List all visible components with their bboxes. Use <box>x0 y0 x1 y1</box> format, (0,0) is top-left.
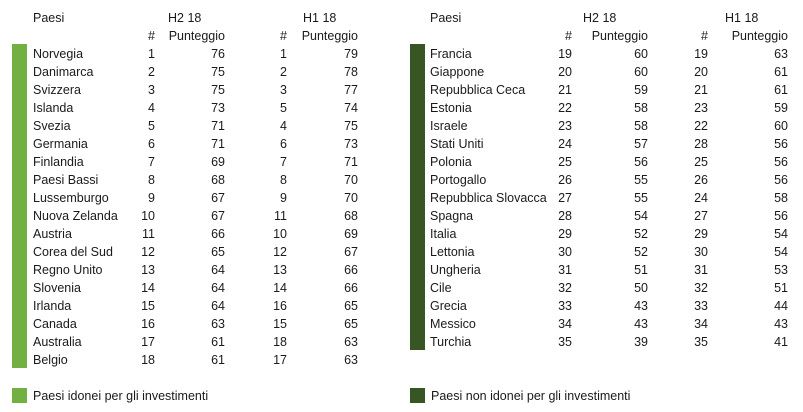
country-cell: Spagna <box>430 209 474 223</box>
h2-rank-cell: 9 <box>148 191 155 205</box>
h1-rank-cell: 14 <box>273 281 287 295</box>
h1-rank-cell: 29 <box>694 227 708 241</box>
table-row <box>0 135 400 153</box>
h2-rank-cell: 32 <box>558 281 572 295</box>
h1-score-cell: 75 <box>344 119 358 133</box>
country-cell: Estonia <box>430 101 472 115</box>
table-row <box>0 225 400 243</box>
h2-score-cell: 75 <box>211 65 225 79</box>
h2-rank-cell: 4 <box>148 101 155 115</box>
table-row <box>400 315 803 333</box>
table-row <box>0 171 400 189</box>
country-cell: Lussemburgo <box>33 191 109 205</box>
h2-score-cell: 61 <box>211 353 225 367</box>
table-row <box>400 207 803 225</box>
table-row <box>0 117 400 135</box>
h1-rank-cell: 18 <box>273 335 287 349</box>
country-cell: Ungheria <box>430 263 481 277</box>
h1-rank-cell: 13 <box>273 263 287 277</box>
h1-score-cell: 66 <box>344 281 358 295</box>
h1-score-cell: 79 <box>344 47 358 61</box>
country-cell: Israele <box>430 119 468 133</box>
h2-rank-cell: 31 <box>558 263 572 277</box>
h2-score-cell: 68 <box>211 173 225 187</box>
table-row <box>0 189 400 207</box>
h2-score-cell: 67 <box>211 191 225 205</box>
h2-rank-cell: 34 <box>558 317 572 331</box>
h2-rank-cell: 35 <box>558 335 572 349</box>
h2-score-cell: 52 <box>634 245 648 259</box>
table-row <box>400 225 803 243</box>
h1-score-cell: 63 <box>774 47 788 61</box>
country-cell: Belgio <box>33 353 68 367</box>
h1-rank-cell: 9 <box>280 191 287 205</box>
table-row <box>0 99 400 117</box>
h1-rank-cell: 10 <box>273 227 287 241</box>
h2-rank-cell: 2 <box>148 65 155 79</box>
h1-rank-cell: 7 <box>280 155 287 169</box>
h1-rank-cell: 21 <box>694 83 708 97</box>
h2-score-cell: 67 <box>211 209 225 223</box>
h2-score-cell: 71 <box>211 119 225 133</box>
table-row <box>400 117 803 135</box>
table-row <box>400 297 803 315</box>
h1-score-cell: 56 <box>774 209 788 223</box>
country-cell: Slovenia <box>33 281 81 295</box>
h1-score-cell: 66 <box>344 263 358 277</box>
country-cell: Corea del Sud <box>33 245 113 259</box>
country-cell: Svizzera <box>33 83 81 97</box>
h2-rank-cell: 3 <box>148 83 155 97</box>
country-cell: Irlanda <box>33 299 72 313</box>
table-row <box>400 333 803 351</box>
h1-score-cell: 56 <box>774 137 788 151</box>
table-row <box>0 333 400 351</box>
country-cell: Islanda <box>33 101 74 115</box>
left-h2-score-header: Punteggio <box>168 29 225 43</box>
h2-rank-cell: 1 <box>148 47 155 61</box>
h1-rank-cell: 27 <box>694 209 708 223</box>
h1-rank-cell: 26 <box>694 173 708 187</box>
h2-score-cell: 39 <box>634 335 648 349</box>
h1-score-cell: 78 <box>344 65 358 79</box>
h1-rank-cell: 4 <box>280 119 287 133</box>
h1-score-cell: 54 <box>774 245 788 259</box>
right-h1-score-header: Punteggio <box>731 29 788 43</box>
right-h2-header: H2 18 <box>583 11 617 25</box>
h1-score-cell: 53 <box>774 263 788 277</box>
table-row <box>400 81 803 99</box>
country-cell: Austria <box>33 227 72 241</box>
h2-rank-cell: 12 <box>141 245 155 259</box>
h1-rank-cell: 17 <box>273 353 287 367</box>
table-row <box>400 243 803 261</box>
h2-score-cell: 76 <box>211 47 225 61</box>
eligible-countries-table <box>0 45 400 369</box>
h2-score-cell: 73 <box>211 101 225 115</box>
country-cell: Finlandia <box>33 155 84 169</box>
h1-rank-cell: 16 <box>273 299 287 313</box>
h2-score-cell: 63 <box>211 317 225 331</box>
h2-score-cell: 61 <box>211 335 225 349</box>
h2-rank-cell: 33 <box>558 299 572 313</box>
country-cell: Stati Uniti <box>430 137 484 151</box>
h2-score-cell: 58 <box>634 119 648 133</box>
h1-rank-cell: 1 <box>280 47 287 61</box>
h2-rank-cell: 11 <box>142 227 155 241</box>
table-row <box>0 279 400 297</box>
table-row <box>400 153 803 171</box>
not-eligible-legend-swatch <box>410 388 425 403</box>
country-cell: Turchia <box>430 335 472 349</box>
h2-rank-cell: 13 <box>141 263 155 277</box>
h2-rank-cell: 22 <box>558 101 572 115</box>
country-cell: Cile <box>430 281 452 295</box>
not-eligible-countries-table <box>400 45 803 351</box>
h1-score-cell: 61 <box>774 65 788 79</box>
h1-rank-cell: 12 <box>273 245 287 259</box>
h2-score-cell: 54 <box>634 209 648 223</box>
h1-score-cell: 70 <box>344 173 358 187</box>
h1-score-cell: 74 <box>344 101 358 115</box>
h2-rank-cell: 6 <box>148 137 155 151</box>
country-cell: Portogallo <box>430 173 487 187</box>
h2-rank-cell: 16 <box>141 317 155 331</box>
h2-score-cell: 60 <box>634 47 648 61</box>
h1-score-cell: 71 <box>344 155 358 169</box>
h1-rank-cell: 31 <box>694 263 708 277</box>
h1-rank-cell: 32 <box>694 281 708 295</box>
h1-rank-cell: 22 <box>694 119 708 133</box>
table-row <box>0 297 400 315</box>
table-row <box>0 261 400 279</box>
h1-rank-cell: 2 <box>280 65 287 79</box>
h1-rank-cell: 5 <box>280 101 287 115</box>
table-row <box>0 153 400 171</box>
country-cell: Danimarca <box>33 65 94 79</box>
h2-score-cell: 59 <box>634 83 648 97</box>
h2-score-cell: 64 <box>211 281 225 295</box>
h2-score-cell: 58 <box>634 101 648 115</box>
h1-score-cell: 70 <box>344 191 358 205</box>
country-cell: Regno Unito <box>33 263 103 277</box>
country-cell: Paesi Bassi <box>33 173 99 187</box>
h1-rank-cell: 8 <box>280 173 287 187</box>
left-h2-rank-header: # <box>148 29 155 43</box>
h1-score-cell: 54 <box>774 227 788 241</box>
country-cell: Australia <box>33 335 82 349</box>
h1-rank-cell: 34 <box>694 317 708 331</box>
h1-score-cell: 69 <box>344 227 358 241</box>
eligible-legend-swatch <box>12 388 27 403</box>
table-row <box>0 45 400 63</box>
h2-score-cell: 71 <box>211 137 225 151</box>
h2-score-cell: 55 <box>634 191 648 205</box>
left-h1-header: H1 18 <box>303 11 337 25</box>
h1-score-cell: 41 <box>774 335 788 349</box>
h2-score-cell: 66 <box>211 227 225 241</box>
h1-score-cell: 56 <box>774 173 788 187</box>
h2-rank-cell: 23 <box>558 119 572 133</box>
table-row <box>0 351 400 369</box>
h2-score-cell: 64 <box>211 263 225 277</box>
h1-score-cell: 63 <box>344 335 358 349</box>
table-row <box>400 63 803 81</box>
h1-rank-cell: 33 <box>694 299 708 313</box>
h2-score-cell: 64 <box>211 299 225 313</box>
country-cell: Svezia <box>33 119 71 133</box>
h1-rank-cell: 35 <box>694 335 708 349</box>
country-cell: Canada <box>33 317 77 331</box>
table-row <box>0 63 400 81</box>
h1-score-cell: 65 <box>344 317 358 331</box>
h2-score-cell: 43 <box>634 299 648 313</box>
country-cell: Messico <box>430 317 476 331</box>
table-row <box>0 243 400 261</box>
h2-score-cell: 56 <box>634 155 648 169</box>
h2-score-cell: 50 <box>634 281 648 295</box>
h2-rank-cell: 19 <box>558 47 572 61</box>
country-cell: Repubblica Ceca <box>430 83 526 97</box>
country-cell: Francia <box>430 47 472 61</box>
h1-score-cell: 56 <box>774 155 788 169</box>
h2-rank-cell: 25 <box>558 155 572 169</box>
h1-rank-cell: 15 <box>273 317 287 331</box>
h2-rank-cell: 21 <box>558 83 572 97</box>
left-h1-rank-header: # <box>280 29 287 43</box>
left-h1-score-header: Punteggio <box>301 29 358 43</box>
right-h1-header: H1 18 <box>725 11 759 25</box>
h1-score-cell: 61 <box>774 83 788 97</box>
country-cell: Repubblica Slovacca <box>430 191 547 205</box>
h2-score-cell: 60 <box>634 65 648 79</box>
country-cell: Nuova Zelanda <box>33 209 118 223</box>
country-cell: Polonia <box>430 155 472 169</box>
h1-rank-cell: 6 <box>280 137 287 151</box>
country-cell: Germania <box>33 137 88 151</box>
h2-rank-cell: 29 <box>558 227 572 241</box>
h2-rank-cell: 15 <box>141 299 155 313</box>
h1-rank-cell: 23 <box>694 101 708 115</box>
table-row <box>0 207 400 225</box>
country-cell: Grecia <box>430 299 467 313</box>
h2-score-cell: 51 <box>634 263 648 277</box>
h1-rank-cell: 25 <box>694 155 708 169</box>
right-h2-score-header: Punteggio <box>591 29 648 43</box>
h1-score-cell: 67 <box>344 245 358 259</box>
h1-rank-cell: 11 <box>274 209 287 223</box>
table-row <box>0 81 400 99</box>
table-row <box>400 135 803 153</box>
table-row <box>0 315 400 333</box>
h2-rank-cell: 28 <box>558 209 572 223</box>
h1-score-cell: 65 <box>344 299 358 313</box>
h1-rank-cell: 30 <box>694 245 708 259</box>
h2-score-cell: 57 <box>634 137 648 151</box>
h1-score-cell: 73 <box>344 137 358 151</box>
h2-score-cell: 55 <box>634 173 648 187</box>
h1-score-cell: 44 <box>774 299 788 313</box>
right-country-header: Paesi <box>430 11 462 25</box>
h2-score-cell: 69 <box>211 155 225 169</box>
h1-score-cell: 51 <box>774 281 788 295</box>
h1-rank-cell: 19 <box>694 47 708 61</box>
h2-rank-cell: 5 <box>148 119 155 133</box>
h1-rank-cell: 28 <box>694 137 708 151</box>
h1-score-cell: 63 <box>344 353 358 367</box>
h1-score-cell: 59 <box>774 101 788 115</box>
h2-rank-cell: 18 <box>141 353 155 367</box>
h2-rank-cell: 14 <box>141 281 155 295</box>
h2-rank-cell: 26 <box>558 173 572 187</box>
h1-score-cell: 68 <box>344 209 358 223</box>
left-country-header: Paesi <box>33 11 65 25</box>
h1-rank-cell: 24 <box>694 191 708 205</box>
country-cell: Norvegia <box>33 47 84 61</box>
h1-score-cell: 43 <box>774 317 788 331</box>
table-row <box>400 261 803 279</box>
h2-rank-cell: 30 <box>558 245 572 259</box>
h2-rank-cell: 7 <box>148 155 155 169</box>
table-row <box>400 45 803 63</box>
h1-rank-cell: 3 <box>280 83 287 97</box>
h2-rank-cell: 24 <box>558 137 572 151</box>
h2-rank-cell: 17 <box>141 335 155 349</box>
h1-rank-cell: 20 <box>694 65 708 79</box>
country-cell: Giappone <box>430 65 485 79</box>
h2-score-cell: 52 <box>634 227 648 241</box>
not-eligible-legend-label: Paesi non idonei per gli investimenti <box>431 389 631 403</box>
h2-rank-cell: 8 <box>148 173 155 187</box>
h1-score-cell: 77 <box>344 83 358 97</box>
h2-score-cell: 43 <box>634 317 648 331</box>
left-h2-header: H2 18 <box>168 11 202 25</box>
country-cell: Italia <box>430 227 457 241</box>
h1-score-cell: 60 <box>774 119 788 133</box>
table-row <box>400 99 803 117</box>
table-row <box>400 171 803 189</box>
table-row <box>400 189 803 207</box>
h2-score-cell: 65 <box>211 245 225 259</box>
right-h2-rank-header: # <box>565 29 572 43</box>
h2-score-cell: 75 <box>211 83 225 97</box>
eligible-legend-label: Paesi idonei per gli investimenti <box>33 389 209 403</box>
right-h1-rank-header: # <box>701 29 708 43</box>
table-row <box>400 279 803 297</box>
h1-score-cell: 58 <box>774 191 788 205</box>
h2-rank-cell: 27 <box>558 191 572 205</box>
h2-rank-cell: 10 <box>141 209 155 223</box>
country-cell: Lettonia <box>430 245 475 259</box>
h2-rank-cell: 20 <box>558 65 572 79</box>
